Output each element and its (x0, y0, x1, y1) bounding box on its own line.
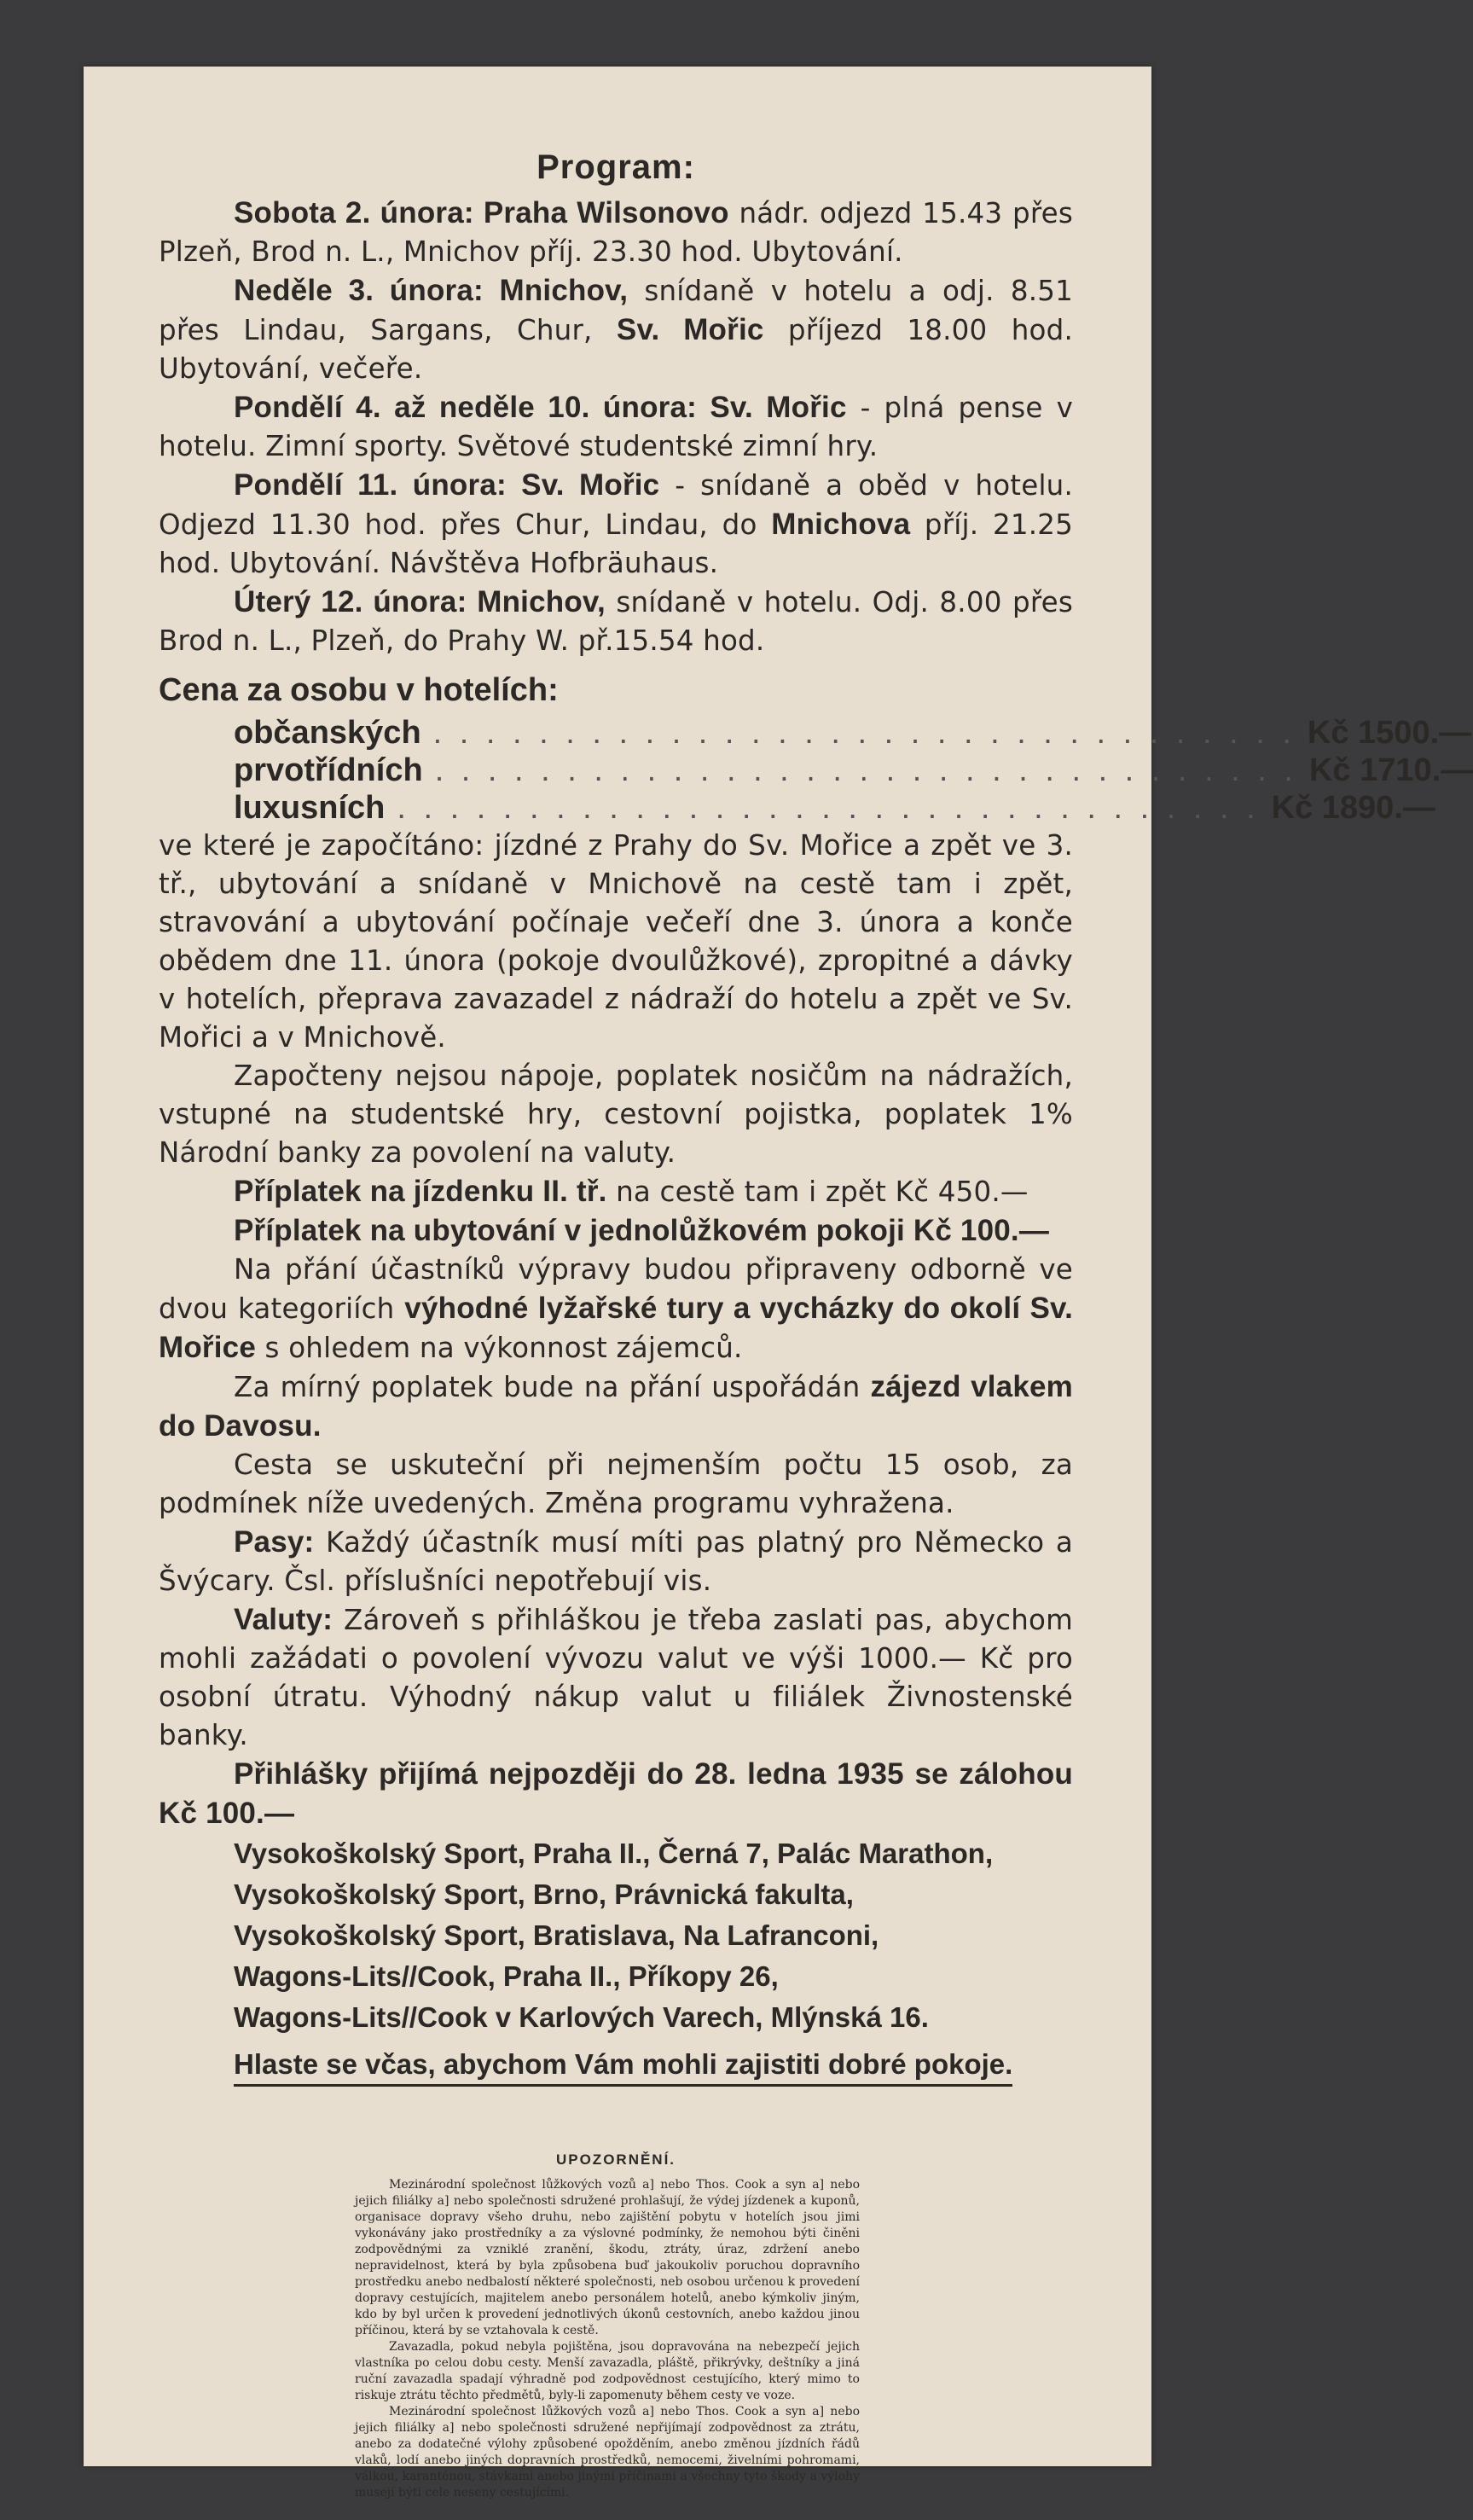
passports (159, 1523, 1073, 1600)
currency-head: Valuty: (234, 1603, 333, 1636)
program-item-3-text: - plná pense v hotelu. Zimní sporty. Světové studentské zimní hry. (159, 392, 1074, 462)
price-label: luxusních (234, 790, 386, 826)
final-note: Hlaste se včas, abychom Vám mohli zajistiti dobré pokoje. (234, 2045, 1012, 2087)
applications (159, 1755, 1073, 1833)
price-heading: Cena za osobu v hotelích: (159, 672, 559, 708)
program-item-2 (159, 271, 1073, 388)
price-amount: Kč 1890.— (1271, 790, 1435, 826)
contact-item: Wagons-Lits//Cook, Praha II., Příkopy 26, (234, 1960, 779, 1992)
program-item-3 (159, 388, 1073, 466)
davos-trip-b: zájezd vlakem do Davosu. (159, 1370, 1073, 1443)
contact-item: Vysokoškolský Sport, Bratislava, Na Lafranconi, (234, 1919, 879, 1951)
price-amount: Kč 1710.— (1308, 752, 1473, 788)
price-not-included: Započteny nejsou nápoje, poplatek nosičům na nádražích, vstupné na studentské hry, cestovní pojistka, poplatek 1% Národní banky za povolení na valuty. (159, 1060, 1073, 1169)
contact-list (234, 1833, 1073, 2038)
program-item-5-text: snídaně v hotelu. Odj. 8.00 přes Brod n. L., Plzeň, do Prahy W. př.15.54 hod. (159, 586, 1074, 657)
price-label: prvotřídních (234, 752, 423, 788)
program-item-2-head2: Sv. Mořic (616, 313, 764, 346)
program-title: Program: (536, 148, 695, 186)
program-item-3-head: Pondělí 4. až neděle 10. února: Sv. Mořic (234, 391, 847, 424)
price-included: ve které je započítáno: jízdné z Prahy do Sv. Mořice a zpět ve 3. tř., ubytování a snídaně v Mnichově na cestě tam i zpět, stravování a ubytování počínaje večeří dne 3. února a konče obědem dne 11. února (pokoje dvoulůžkové), zpropitné a dávky v hotelích, přeprava zavazadel z nádraží do hotelu a zpět ve Sv. Mořici a v Mnichově. (159, 829, 1073, 1054)
ski-tours-c: s ohledem na výkonnost zájemců. (256, 1332, 743, 1364)
program-item-4-text2: příj. 21.25 hod. Ubytování. Návštěva Hofbräuhaus. (159, 508, 1073, 579)
price-label: občanských (234, 715, 421, 751)
program-item-2-text: snídaně v hotelu a odj. 8.51 přes Lindau, Sargans, Chur, (159, 275, 1073, 346)
program-item-5-head: Úterý 12. února: Mnichov, (234, 585, 606, 618)
minimum-participants: Cesta se uskuteční při nejmenším počtu 15 osob, za podmínek níže uvedených. Změna programu vyhražena. (159, 1449, 1073, 1519)
program-item-1 (159, 194, 1073, 271)
currency-text: Zároveň s přihláškou je třeba zaslati pas, abychom mohli zažádati o povolení vývozu valut ve výši 1000.— Kč pro osobní útratu. Výhodný nákup valut u filiálek Živnostenské banky. (159, 1604, 1073, 1751)
passports-head: Pasy: (234, 1525, 315, 1559)
davos-trip (159, 1367, 1073, 1446)
leader-dots: . . . . . . . . . . . . . . . . . . . . . . . . . . . . . . . . . (397, 790, 1260, 826)
program-item-4-head2: Mnichova (771, 508, 911, 541)
program-item-1-text: nádr. odjezd 15.43 přes Plzeň, Brod n. L., Mnichov příj. 23.30 hod. Ubytování. (159, 197, 1074, 268)
program-item-5 (159, 583, 1073, 660)
applications-text: Přihlášky přijímá nejpozději do 28. ledna 1935 se zálohou Kč 100.— (159, 1757, 1073, 1830)
program-item-4-text: - snídaně a oběd v hotelu. Odjezd 11.30 hod. přes Chur, Lindau, do (159, 469, 1073, 541)
passports-text: Každý účastník musí míti pas platný pro Německo a Švýcary. Čsl. příslušníci nepotřebují vis. (159, 1526, 1073, 1597)
single-room-surcharge-text: Příplatek na ubytování v jednolůžkovém pokoji Kč 100.— (234, 1214, 1050, 1247)
program-item-4-head: Pondělí 11. února: Sv. Mořic (234, 468, 660, 502)
notice-title: UPOZORNĚNÍ. (555, 2151, 676, 2168)
program-item-1-head: Sobota 2. února: Praha Wilsonovo (234, 196, 729, 229)
ski-tours-a: Na přání účastníků výpravy budou připraveny odborně ve dvou kategoriích (159, 1253, 1073, 1325)
price-row-prvotridni (234, 752, 1473, 789)
contact-item: Wagons-Lits//Cook v Karlových Varech, Mlýnská 16. (234, 2001, 929, 2033)
leader-dots: . . . . . . . . . . . . . . . . . . . . . . . . . . . . . . . . . (434, 752, 1297, 788)
price-row-obcanske (234, 714, 1472, 752)
program-item-4 (159, 466, 1073, 583)
notice-paragraph-1: Mezinárodní společnost lůžkových vozů a] nebo Thos. Cook a syn a] nebo jejich filiálky a] nebo společnosti sdružené prohlašují, že výdej jízdenek a kuponů, organisace dopravy všeho druhu, nebo zajištění pobytu v hotelích jsou jimi vykonávány jako prostředníky a za výslovné podmínky, že nemohou býti činěni zodpovědnými za vzniklé zranění, škodu, ztráty, úraz, zdržení anebo nepravidelnost, která by byla způsobena buď jakoukoliv poruchou dopravního prostředku anebo nedbalostí některé společnosti, neb osobou určenou k provedení dopravy cestujících, majitelem anebo personálem hotelů, anebo kýmkoliv jiným, kdo by byl určen k provedení jednotlivých úkonů cestovních, anebo každou jinou příčinou, která by se vztahovala k cestě. (355, 2178, 860, 2337)
davos-trip-a: Za mírný poplatek bude na přání uspořádán (234, 1371, 871, 1403)
leader-dots: . . . . . . . . . . . . . . . . . . . . . . . . . . . . . . . . . (432, 715, 1296, 751)
price-amount: Kč 1500.— (1307, 715, 1472, 751)
ski-tours-b: výhodné lyžařské tury a vycházky do okolí Sv. Mořice (159, 1292, 1074, 1364)
ski-tours (159, 1251, 1073, 1367)
sleeper-surcharge-text: na cestě tam i zpět Kč 450.— (606, 1176, 1029, 1208)
sleeper-surcharge-head: Příplatek na jízdenku II. tř. (234, 1175, 607, 1208)
program-item-2-head: Neděle 3. února: Mnichov, (234, 274, 629, 307)
price-row-luxusni (234, 789, 1435, 827)
single-room-surcharge (159, 1211, 1073, 1251)
program-item-2-text2: příjezd 18.00 hod. Ubytování, večeře. (159, 314, 1073, 385)
document-page (84, 67, 1473, 2500)
currency (159, 1600, 1073, 1755)
contact-item: Vysokoškolský Sport, Praha II., Černá 7, Palác Marathon, (234, 1838, 994, 1869)
sleeper-surcharge (159, 1172, 1073, 1211)
notice-paragraph-3: Mezinárodní společnost lůžkových vozů a] nebo Thos. Cook a syn a] nebo jejich filiálky a] nebo společnosti sdružené nepřijímají zodpovědnost za ztrátu, anebo za dodatečné výlohy způsobené opožděním, anebo změnou jízdních řádů vlaků, lodí anebo jiných dopravních prostředků, nemocemi, živelními pohromami, válkou, karanténou, stávkami anebo jinými příčinami a všechny tyto škody a výlohy musejí býti cele neseny cestujícími. (355, 2405, 860, 2500)
notice-paragraph-2: Zavazadla, pokud nebyla pojištěna, jsou dopravována na nebezpečí jejich vlastníka po celou dobu cesty. Menší zavazadla, pláště, přikrývky, deštníky a jiná ruční zavazadla spadají výhradně pod zodpovědnost cestujícího, který mimo to riskuje ztrátu těchto předmětů, byly-li zapomenuty během cesty ve voze. (355, 2340, 860, 2402)
contact-item: Vysokoškolský Sport, Brno, Právnická fakulta, (234, 1878, 854, 1910)
